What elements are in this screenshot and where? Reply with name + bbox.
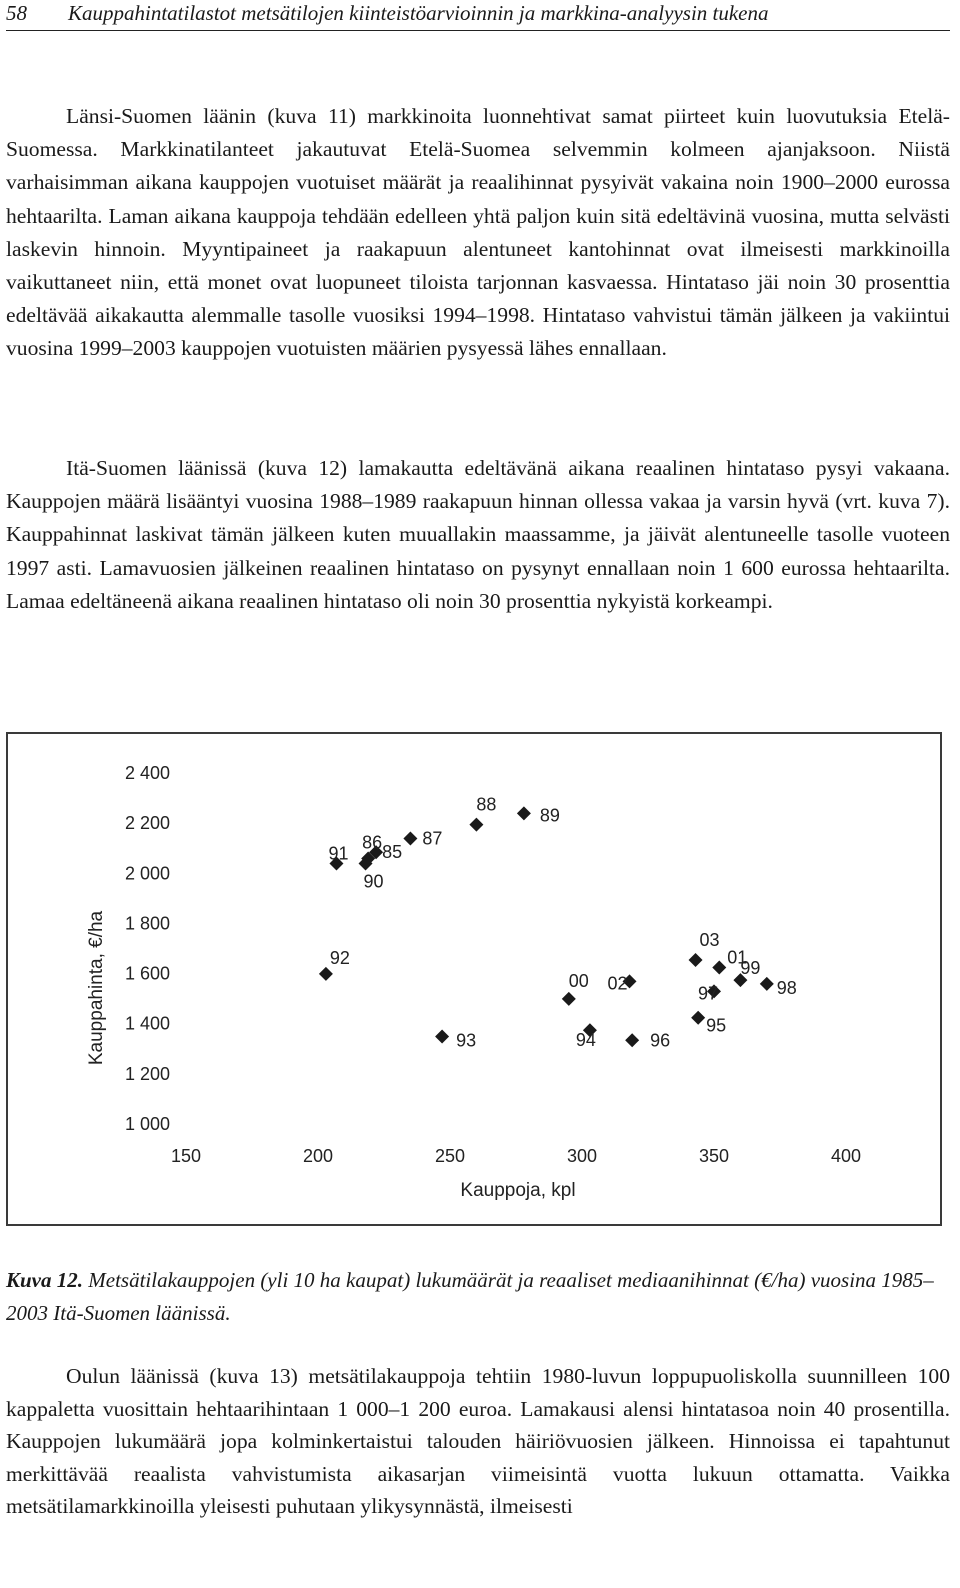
data-point-diamond	[403, 831, 417, 845]
data-point-label: 00	[568, 970, 589, 991]
x-axis-title: Kauppoja, kpl	[460, 1180, 576, 1201]
data-point-label: 03	[699, 930, 720, 951]
data-point-label: 96	[650, 1030, 671, 1051]
y-axis-title: Kauppahinta, €/ha	[86, 910, 107, 1066]
x-tick-label: 400	[830, 1146, 862, 1166]
y-tick-label: 2 200	[124, 813, 170, 834]
caption-text: Metsätilakauppojen (yli 10 ha kaupat) lukumäärät ja reaaliset mediaanihinnat (€/ha) vuosina 1985–2003 Itä-Suomen läänissä.	[6, 1268, 934, 1325]
x-tick-label: 350	[698, 1146, 730, 1166]
y-tick-label: 1 600	[124, 963, 170, 984]
data-point-diamond	[469, 818, 483, 832]
data-point-diamond	[760, 977, 774, 991]
data-point-diamond	[691, 1011, 705, 1025]
paragraph-ita-suomi	[6, 452, 950, 618]
data-point-label: 95	[706, 1015, 727, 1036]
y-tick-label: 1 400	[124, 1013, 170, 1034]
data-point-label: 97	[698, 983, 719, 1004]
data-point-label: 86	[362, 832, 383, 853]
caption-label: Kuva 12.	[6, 1268, 84, 1292]
point-labels	[328, 795, 796, 1051]
y-tick-label: 1 200	[124, 1063, 170, 1084]
paragraph-text: Länsi-Suomen läänin (kuva 11) markkinoita luonnehtivat samat piirteet kuin luovutuksia Etelä-Suomessa. Markkinatilanteet jakautuvat Etelä-Suomea selvemmin kolmeen ajanjaksoon. Niistä varhaisimman aikana kauppojen vuotuiset määrät ja reaalihinnat pysyivät vakaina noin 1900–2000 eurossa hehtaarilta. Laman aikana kauppoja tehdään edelleen yhtä paljon kuin sitä edeltävinä vuosina, mutta selvästi laskevin hinnoin. Myyntipaineet ja raakapuun alentuneet kantohinnat ovat ilmeisesti markkinoilla vaikuttaneet niin, että monet ovat luopuneet tiloista tarjonnan kasvaessa. Hintataso jäi noin 30 prosenttia edeltävää aikakautta alemmalle tasolle vuosiksi 1994–1998. Hintataso vahvistui tämän jälkeen ja vakiintui vuosina 1999–2003 kauppojen vuotuisten määrien pysyessä lähes ennallaan.	[6, 104, 950, 361]
data-point-label: 92	[329, 947, 350, 968]
x-tick-label: 300	[566, 1146, 598, 1166]
figure-scatter-chart	[6, 732, 942, 1226]
data-point-diamond	[517, 806, 531, 820]
data-point-label: 93	[456, 1030, 477, 1051]
x-tick-labels	[171, 1146, 861, 1166]
data-point-label: 87	[422, 828, 443, 849]
data-point-diamond	[319, 967, 333, 981]
data-point-label: 99	[740, 958, 761, 979]
data-point-label: 89	[539, 805, 560, 826]
data-point-label: 91	[328, 843, 349, 864]
scatter-chart	[8, 734, 940, 1224]
y-tick-label: 1 000	[124, 1114, 170, 1134]
data-point-diamond	[435, 1030, 449, 1044]
y-tick-label: 2 400	[124, 763, 170, 783]
x-tick-label: 200	[302, 1146, 334, 1166]
data-point-diamond	[712, 961, 726, 975]
running-header-title: Kauppahintatilastot metsätilojen kiinteistöarvioinnin ja markkina-analyysin tukena	[68, 1, 769, 25]
y-tick-labels	[125, 763, 170, 1134]
running-header	[6, 0, 950, 31]
paragraph-oulu	[6, 1360, 950, 1523]
data-point-label: 02	[607, 973, 628, 994]
y-tick-label: 1 800	[124, 913, 170, 934]
paragraph-lansi-suomi	[6, 100, 950, 366]
data-point-label: 85	[382, 842, 403, 863]
y-axis-title-group	[86, 910, 107, 1065]
x-tick-label: 150	[170, 1146, 202, 1166]
data-point-label: 88	[476, 794, 497, 815]
y-tick-label: 2 000	[124, 863, 170, 884]
data-point-label: 01	[727, 947, 748, 968]
paragraph-text: Itä-Suomen läänissä (kuva 12) lamakautta edeltävänä aikana reaalinen hintataso pysyi vakaana. Kauppojen määrä lisääntyi vuosina 1988–1989 raakapuun hinnan ollessa vakaa ja varsin hyvä (vrt. kuva 7). Kauppahinnat laskivat tämän jälkeen kuten muuallakin maassamme, ja jäivät alentuneelle tasolle vuoteen 1997 asti. Lamavuosien jälkeinen reaalinen hintataso on pysynyt ennallaan noin 1 600 eurossa hehtaarilta. Lamaa edeltäneenä aikana reaalinen hintataso oli noin 30 prosenttia nykyistä korkeampi.	[6, 456, 950, 613]
page-number: 58	[6, 1, 27, 25]
data-point-diamond	[562, 992, 576, 1006]
data-point-label: 98	[776, 977, 797, 998]
figure-caption	[6, 1264, 950, 1330]
data-point-diamond	[689, 953, 703, 967]
data-point-diamond	[625, 1033, 639, 1047]
data-point-label: 94	[575, 1030, 596, 1051]
data-point-label: 90	[363, 871, 384, 892]
x-tick-label: 250	[434, 1146, 466, 1166]
paragraph-text: Oulun läänissä (kuva 13) metsätilakauppoja tehtiin 1980-luvun loppupuoliskolla suunnilleen 100 kappaletta vuosittain hehtaarihintaan 1 000–1 200 euroa. Lamakausi alensi hintatasoa noin 40 prosentilla. Kauppojen lukumäärä jopa kolminkertaistui talouden häiriövuosien jälkeen. Hinnoissa ei tapahtunut merkittävää reaalista vahvistumista aikasarjan viimeisintä vuotta lukuun ottamatta. Vaikka metsätilamarkkinoilla yleisesti puhutaan ylikysynnästä, ilmeisesti	[6, 1364, 950, 1519]
